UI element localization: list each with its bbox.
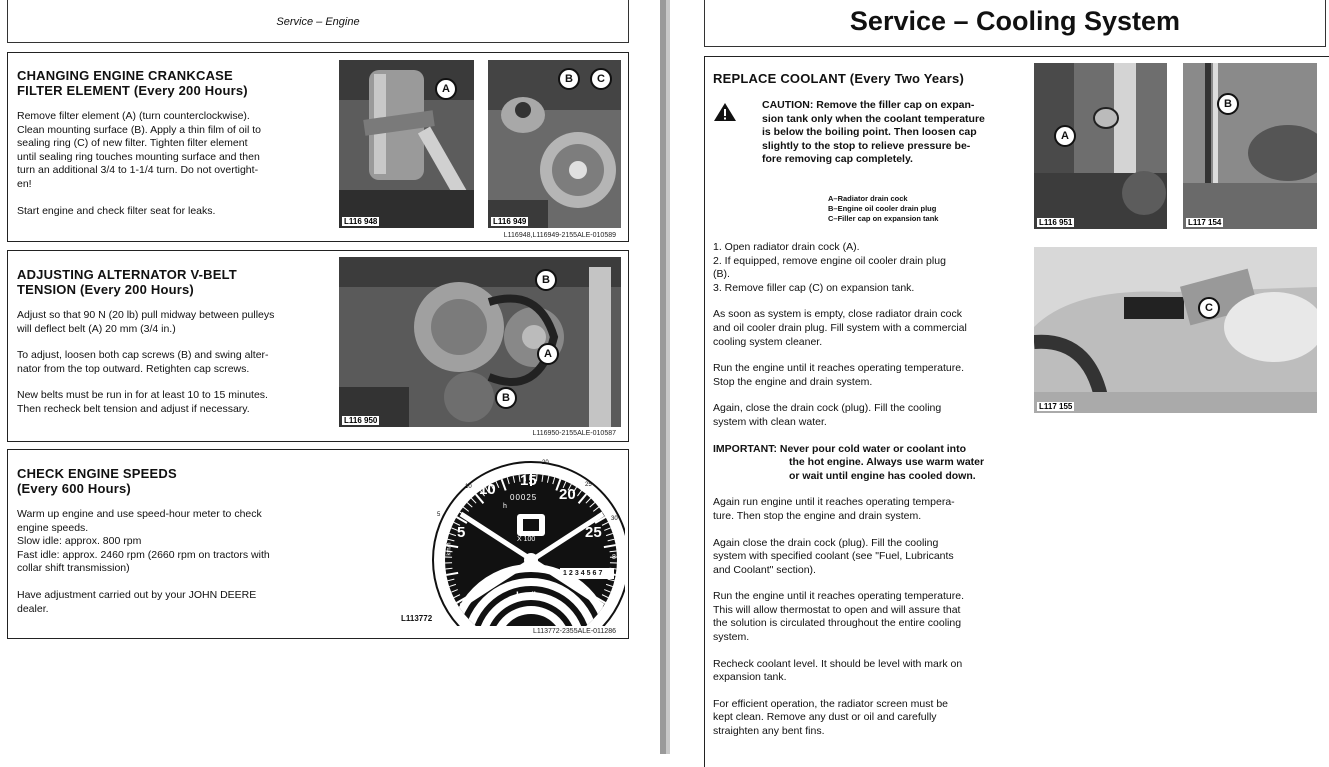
body-line: Fast idle: approx. 2460 rpm (2660 rpm on tractors with (17, 549, 322, 563)
body-line: Remove filter element (A) (turn counterclockwise). (17, 110, 317, 124)
photo-oil-cooler-plug-image (1183, 63, 1317, 229)
figure-legend (828, 194, 938, 224)
step-line: 3. Remove filler cap (C) on expansion tank. (713, 282, 1013, 296)
caution-line: fore removing cap completely. (762, 153, 1012, 167)
outer-15: 15 (502, 468, 509, 474)
gear-5: 5 (587, 570, 593, 577)
callout-b-top: B (535, 269, 557, 291)
body-line: Slow idle: approx. 800 rpm (17, 535, 322, 549)
step-line: 1. Open radiator drain cock (A). (713, 241, 1013, 255)
body-line: will deflect belt (A) 20 mm (3/4 in.) (17, 323, 322, 337)
photo-expansion-tank-image (1034, 247, 1317, 413)
dial-major-25: 25 (585, 524, 602, 541)
body-line: Clean mounting surface (B). Apply a thin film of oil to (17, 124, 317, 138)
speed-hour-meter (413, 456, 625, 626)
figure-caption: L113772-2355ALE-011286 (533, 628, 616, 635)
body-line: Run the engine until it reaches operating temperature. (713, 590, 1013, 604)
photo-label: L116 948 (342, 217, 379, 226)
left-page-header: Service – Engine (8, 16, 628, 28)
body-line: expansion tank. (713, 671, 1013, 685)
outer-20: 20 (542, 460, 549, 466)
important-line: the hot engine. Always use warm water (713, 456, 1013, 470)
outer-5: 5 (437, 512, 440, 518)
important-line: IMPORTANT: Never pour cold water or coolant into (713, 443, 1013, 457)
photo-label: L113772 (401, 614, 432, 623)
photo-radiator-drain (1034, 63, 1167, 229)
section-engine-speeds (7, 449, 629, 639)
body-line: Start engine and check filter seat for leaks. (17, 205, 317, 219)
body-line: straighten any bent fins. (713, 725, 1013, 739)
left-header-box (7, 0, 629, 43)
body-line: To adjust, loosen both cap screws (B) and swing alter- (17, 349, 322, 363)
body-line: Run the engine until it reaches operating temperature. (713, 362, 1013, 376)
speed-unit-label: km/h (516, 591, 539, 602)
body-line: system with clean water. (713, 416, 1013, 430)
body-line: Warm up engine and use speed-hour meter to check (17, 508, 322, 522)
body-line: For efficient operation, the radiator screen must be (713, 698, 1013, 712)
body-line: New belts must be run in for at least 10 to 15 minutes. (17, 389, 322, 403)
body-line: en! (17, 178, 317, 192)
right-header-box (704, 0, 1326, 47)
body-line: turn an additional 3/4 to 1-1/4 turn. Do not overtight- (17, 164, 317, 178)
gear-7: 7 (598, 570, 604, 577)
dial-major-10: 10 (479, 481, 496, 498)
callout-c: C (590, 68, 612, 90)
dial-major-5: 5 (457, 524, 465, 541)
procedure-text (713, 241, 1013, 739)
photo-alternator-image (339, 257, 621, 427)
body-line: and Coolant" section). (713, 564, 1013, 578)
callout-a: A (1054, 125, 1076, 147)
outer-10: 10 (465, 484, 472, 490)
section-alternator-belt (7, 250, 629, 442)
body-line: Again close the drain cock (plug). Fill the cooling (713, 537, 1013, 551)
caution-line: is below the boiling point. Then loosen cap (762, 126, 1012, 140)
step-line: 2. If equipped, remove engine oil cooler drain plug (713, 255, 1013, 269)
body-line: Then recheck belt tension and adjust if necessary. (17, 403, 322, 417)
photo-filter-new (488, 60, 621, 228)
photo-label: L117 154 (1186, 218, 1223, 227)
gear-2: 2 (569, 570, 575, 577)
figure-caption: L116948,L116949-2155ALE-010589 (504, 232, 616, 239)
side-unit-label: km/h (447, 542, 453, 555)
body-line: ture. Then stop the engine and drain system. (713, 510, 1013, 524)
caution-line: slightly to the stop to relieve pressure be- (762, 140, 1012, 154)
body-line: sealing ring (C) of new filter. Tighten filter element (17, 137, 317, 151)
warning-triangle (713, 102, 737, 122)
callout-a: A (537, 343, 559, 365)
section-body (17, 508, 322, 616)
body-line: Have adjustment carried out by your JOHN DEERE (17, 589, 322, 603)
section-body (17, 110, 317, 218)
title-line: CHECK ENGINE SPEEDS (17, 466, 177, 481)
hour-counter: 00025 (510, 493, 537, 502)
legend-item: B–Engine oil cooler drain plug (828, 204, 938, 214)
section-title (17, 267, 237, 297)
photo-label: L117 155 (1037, 402, 1074, 411)
body-line: As soon as system is empty, close radiator drain cock (713, 308, 1013, 322)
title-line: CHANGING ENGINE CRANKCASE (17, 68, 248, 83)
important-line: or wait until engine has cooled down. (713, 470, 1013, 484)
caution-line: sion tank only when the coolant temperature (762, 113, 1012, 127)
left-page (0, 0, 660, 754)
title-line: (Every 600 Hours) (17, 481, 177, 496)
photo-oil-cooler-plug (1183, 63, 1317, 229)
dial-major-20: 20 (559, 486, 576, 503)
body-line: collar shift transmission) (17, 562, 322, 576)
figure-caption: L116950-2155ALE-010587 (532, 430, 616, 437)
photo-radiator-drain-image (1034, 63, 1167, 229)
body-line: the solution is circulated throughout the entire cooling (713, 617, 1013, 631)
multiplier-label: X 100 (517, 536, 535, 543)
outer-25: 25 (585, 482, 592, 488)
legend-item: A–Radiator drain cock (828, 194, 938, 204)
body-line: nator from the top outward. Retighten cap screws. (17, 363, 322, 377)
section-replace-coolant (704, 56, 1329, 767)
photo-label: L116 951 (1037, 218, 1074, 227)
body-line: engine speeds. (17, 522, 322, 536)
photo-filter-removal (339, 60, 474, 228)
body-line: system. (713, 631, 1013, 645)
gear-4: 4 (581, 570, 587, 577)
body-line: Again run engine until it reaches operating tempera- (713, 496, 1013, 510)
gear-3: 3 (575, 570, 581, 577)
gear-scale (563, 570, 604, 577)
caution-text (762, 99, 1012, 167)
body-line: This will allow thermostat to open and will assure that (713, 604, 1013, 618)
gear-1: 1 (563, 570, 569, 577)
photo-label: L116 949 (491, 217, 528, 226)
brand-label: VDO (521, 579, 536, 586)
caution-line: CAUTION: Remove the filler cap on expan- (762, 99, 1012, 113)
section-crankcase-filter (7, 52, 629, 242)
title-line: ADJUSTING ALTERNATOR V-BELT (17, 267, 237, 282)
callout-c: C (1198, 297, 1220, 319)
hour-unit: h (503, 503, 507, 510)
callout-b-bottom: B (495, 387, 517, 409)
gear-8: 8 (612, 554, 616, 561)
body-line: until sealing ring touches mounting surface and then (17, 151, 317, 165)
photo-label: L116 950 (342, 416, 379, 425)
title-line: FILTER ELEMENT (Every 200 Hours) (17, 83, 248, 98)
warning-icon (713, 102, 737, 127)
photo-alternator (339, 257, 621, 427)
section-title (17, 466, 177, 496)
title-line: TENSION (Every 200 Hours) (17, 282, 237, 297)
body-line: dealer. (17, 603, 322, 617)
body-line: system with specified coolant (see "Fuel, Lubricants (713, 550, 1013, 564)
body-line: and oil cooler drain plug. Fill system with a commercial (713, 322, 1013, 336)
body-line: Stop the engine and drain system. (713, 376, 1013, 390)
gear-6: 6 (593, 570, 599, 577)
callout-b: B (1217, 93, 1239, 115)
right-page (670, 0, 1329, 754)
section-title (17, 68, 248, 98)
outer-30: 30 (611, 516, 618, 522)
callout-a: A (435, 78, 457, 100)
body-line: Recheck coolant level. It should be level with mark on (713, 658, 1013, 672)
callout-b: B (558, 68, 580, 90)
body-line: cooling system cleaner. (713, 336, 1013, 350)
body-line: Adjust so that 90 N (20 lb) pull midway between pulleys (17, 309, 322, 323)
legend-item: C–Filler cap on expansion tank (828, 214, 938, 224)
step-line: (B). (713, 268, 1013, 282)
section-body (17, 309, 322, 417)
dial-major-15: 15 (520, 472, 537, 489)
photo-expansion-tank (1034, 247, 1317, 413)
body-line: kept clean. Remove any dust or oil and carefully (713, 711, 1013, 725)
body-line: Again, close the drain cock (plug). Fill the cooling (713, 402, 1013, 416)
right-page-header: Service – Cooling System (705, 6, 1325, 37)
section-title: REPLACE COOLANT (Every Two Years) (713, 71, 964, 86)
